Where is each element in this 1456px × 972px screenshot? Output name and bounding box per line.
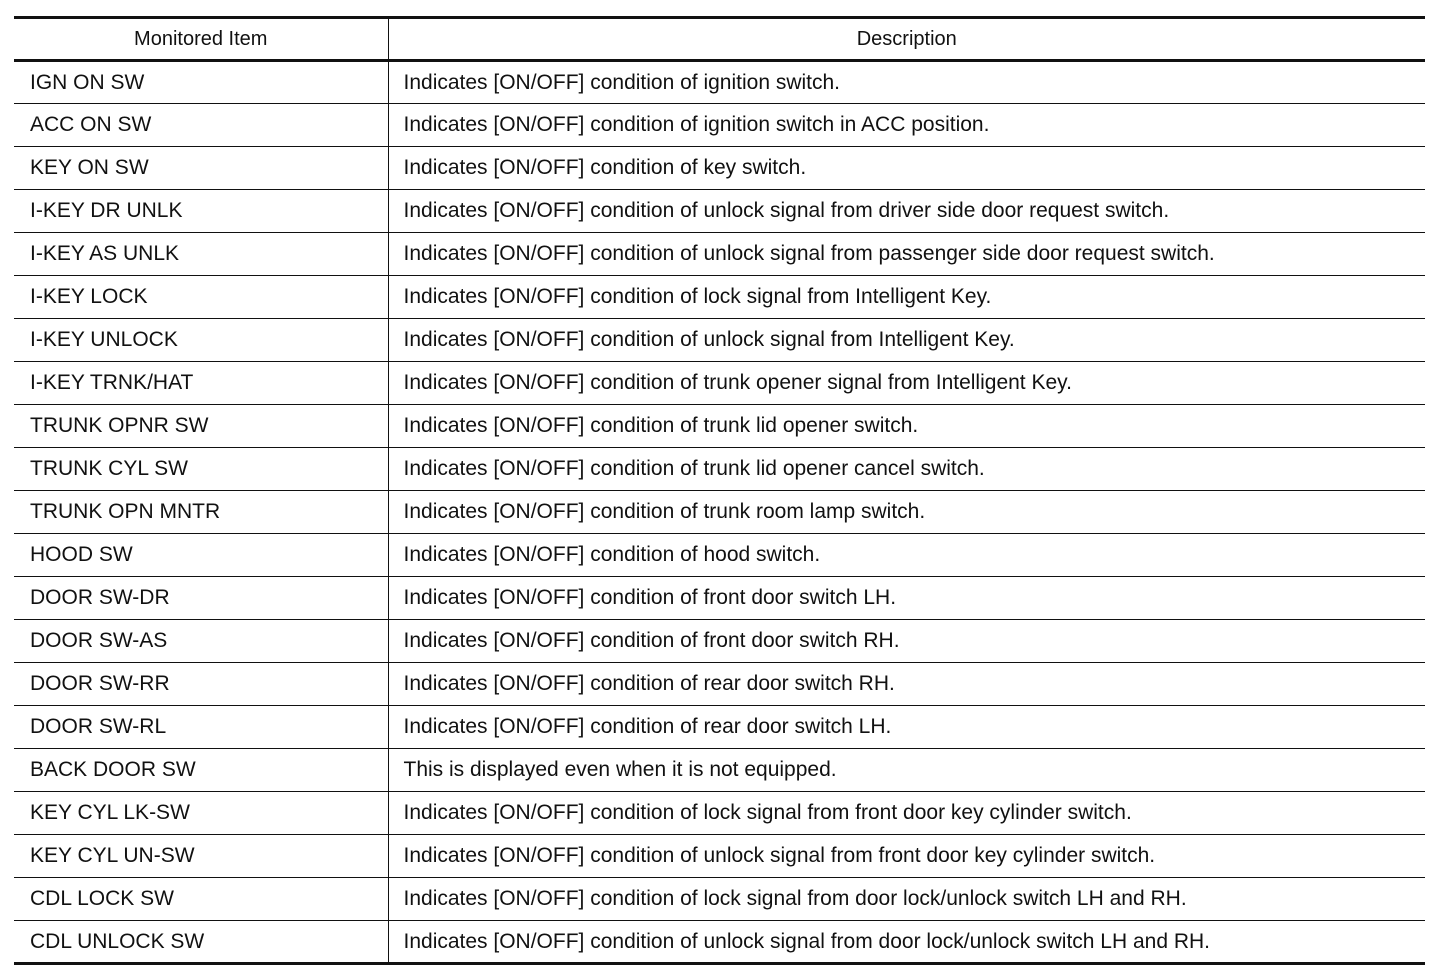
table-row <box>14 319 1425 362</box>
header-row <box>14 18 1425 61</box>
description-cell: This is displayed even when it is not equipped. <box>388 749 1425 792</box>
description-cell: Indicates [ON/OFF] condition of unlock signal from Intelligent Key. <box>388 319 1425 362</box>
monitored-item-cell: DOOR SW-AS <box>14 620 388 663</box>
monitored-item-cell: TRUNK OPN MNTR <box>14 491 388 534</box>
description-cell: Indicates [ON/OFF] condition of key switch. <box>388 147 1425 190</box>
description-cell: Indicates [ON/OFF] condition of unlock signal from front door key cylinder switch. <box>388 835 1425 878</box>
monitored-item-cell: KEY ON SW <box>14 147 388 190</box>
monitored-item-cell: DOOR SW-DR <box>14 577 388 620</box>
table-header <box>14 18 1425 61</box>
monitored-item-cell: KEY CYL UN-SW <box>14 835 388 878</box>
table-row <box>14 405 1425 448</box>
description-cell: Indicates [ON/OFF] condition of rear door switch LH. <box>388 706 1425 749</box>
table-row <box>14 620 1425 663</box>
table-row <box>14 362 1425 405</box>
description-cell: Indicates [ON/OFF] condition of lock signal from front door key cylinder switch. <box>388 792 1425 835</box>
table-row <box>14 147 1425 190</box>
table-row <box>14 835 1425 878</box>
monitor-items-table-container <box>14 16 1425 965</box>
table-row <box>14 104 1425 147</box>
description-cell: Indicates [ON/OFF] condition of trunk lid opener cancel switch. <box>388 448 1425 491</box>
description-cell: Indicates [ON/OFF] condition of unlock signal from passenger side door request switch. <box>388 233 1425 276</box>
table-row <box>14 61 1425 104</box>
monitored-item-cell: I-KEY UNLOCK <box>14 319 388 362</box>
table-row <box>14 749 1425 792</box>
monitored-item-cell: IGN ON SW <box>14 61 388 104</box>
table-row <box>14 663 1425 706</box>
monitored-item-cell: I-KEY LOCK <box>14 276 388 319</box>
table-row <box>14 276 1425 319</box>
table-row <box>14 792 1425 835</box>
description-cell: Indicates [ON/OFF] condition of trunk opener signal from Intelligent Key. <box>388 362 1425 405</box>
header-description: Description <box>388 18 1425 61</box>
description-cell: Indicates [ON/OFF] condition of trunk lid opener switch. <box>388 405 1425 448</box>
description-cell: Indicates [ON/OFF] condition of ignition switch. <box>388 61 1425 104</box>
table-row <box>14 190 1425 233</box>
description-cell: Indicates [ON/OFF] condition of front door switch LH. <box>388 577 1425 620</box>
description-cell: Indicates [ON/OFF] condition of hood switch. <box>388 534 1425 577</box>
table-row <box>14 577 1425 620</box>
table-row <box>14 448 1425 491</box>
monitored-item-cell: CDL LOCK SW <box>14 878 388 921</box>
description-cell: Indicates [ON/OFF] condition of unlock signal from door lock/unlock switch LH and RH. <box>388 921 1425 964</box>
description-cell: Indicates [ON/OFF] condition of unlock signal from driver side door request switch. <box>388 190 1425 233</box>
monitored-item-cell: BACK DOOR SW <box>14 749 388 792</box>
monitored-item-cell: CDL UNLOCK SW <box>14 921 388 964</box>
description-cell: Indicates [ON/OFF] condition of ignition switch in ACC position. <box>388 104 1425 147</box>
monitored-item-cell: I-KEY TRNK/HAT <box>14 362 388 405</box>
description-cell: Indicates [ON/OFF] condition of front door switch RH. <box>388 620 1425 663</box>
description-cell: Indicates [ON/OFF] condition of lock signal from door lock/unlock switch LH and RH. <box>388 878 1425 921</box>
table-row <box>14 233 1425 276</box>
table-row <box>14 878 1425 921</box>
monitored-item-cell: I-KEY DR UNLK <box>14 190 388 233</box>
monitored-item-cell: TRUNK OPNR SW <box>14 405 388 448</box>
monitored-item-cell: DOOR SW-RL <box>14 706 388 749</box>
monitored-item-cell: HOOD SW <box>14 534 388 577</box>
table-row <box>14 921 1425 964</box>
description-cell: Indicates [ON/OFF] condition of trunk room lamp switch. <box>388 491 1425 534</box>
table-row <box>14 534 1425 577</box>
table-row <box>14 491 1425 534</box>
description-cell: Indicates [ON/OFF] condition of lock signal from Intelligent Key. <box>388 276 1425 319</box>
monitor-items-table <box>14 16 1425 965</box>
monitored-item-cell: ACC ON SW <box>14 104 388 147</box>
table-body <box>14 61 1425 964</box>
header-monitored-item: Monitored Item <box>14 18 388 61</box>
table-row <box>14 706 1425 749</box>
description-cell: Indicates [ON/OFF] condition of rear door switch RH. <box>388 663 1425 706</box>
monitored-item-cell: TRUNK CYL SW <box>14 448 388 491</box>
monitored-item-cell: KEY CYL LK-SW <box>14 792 388 835</box>
monitored-item-cell: I-KEY AS UNLK <box>14 233 388 276</box>
monitored-item-cell: DOOR SW-RR <box>14 663 388 706</box>
